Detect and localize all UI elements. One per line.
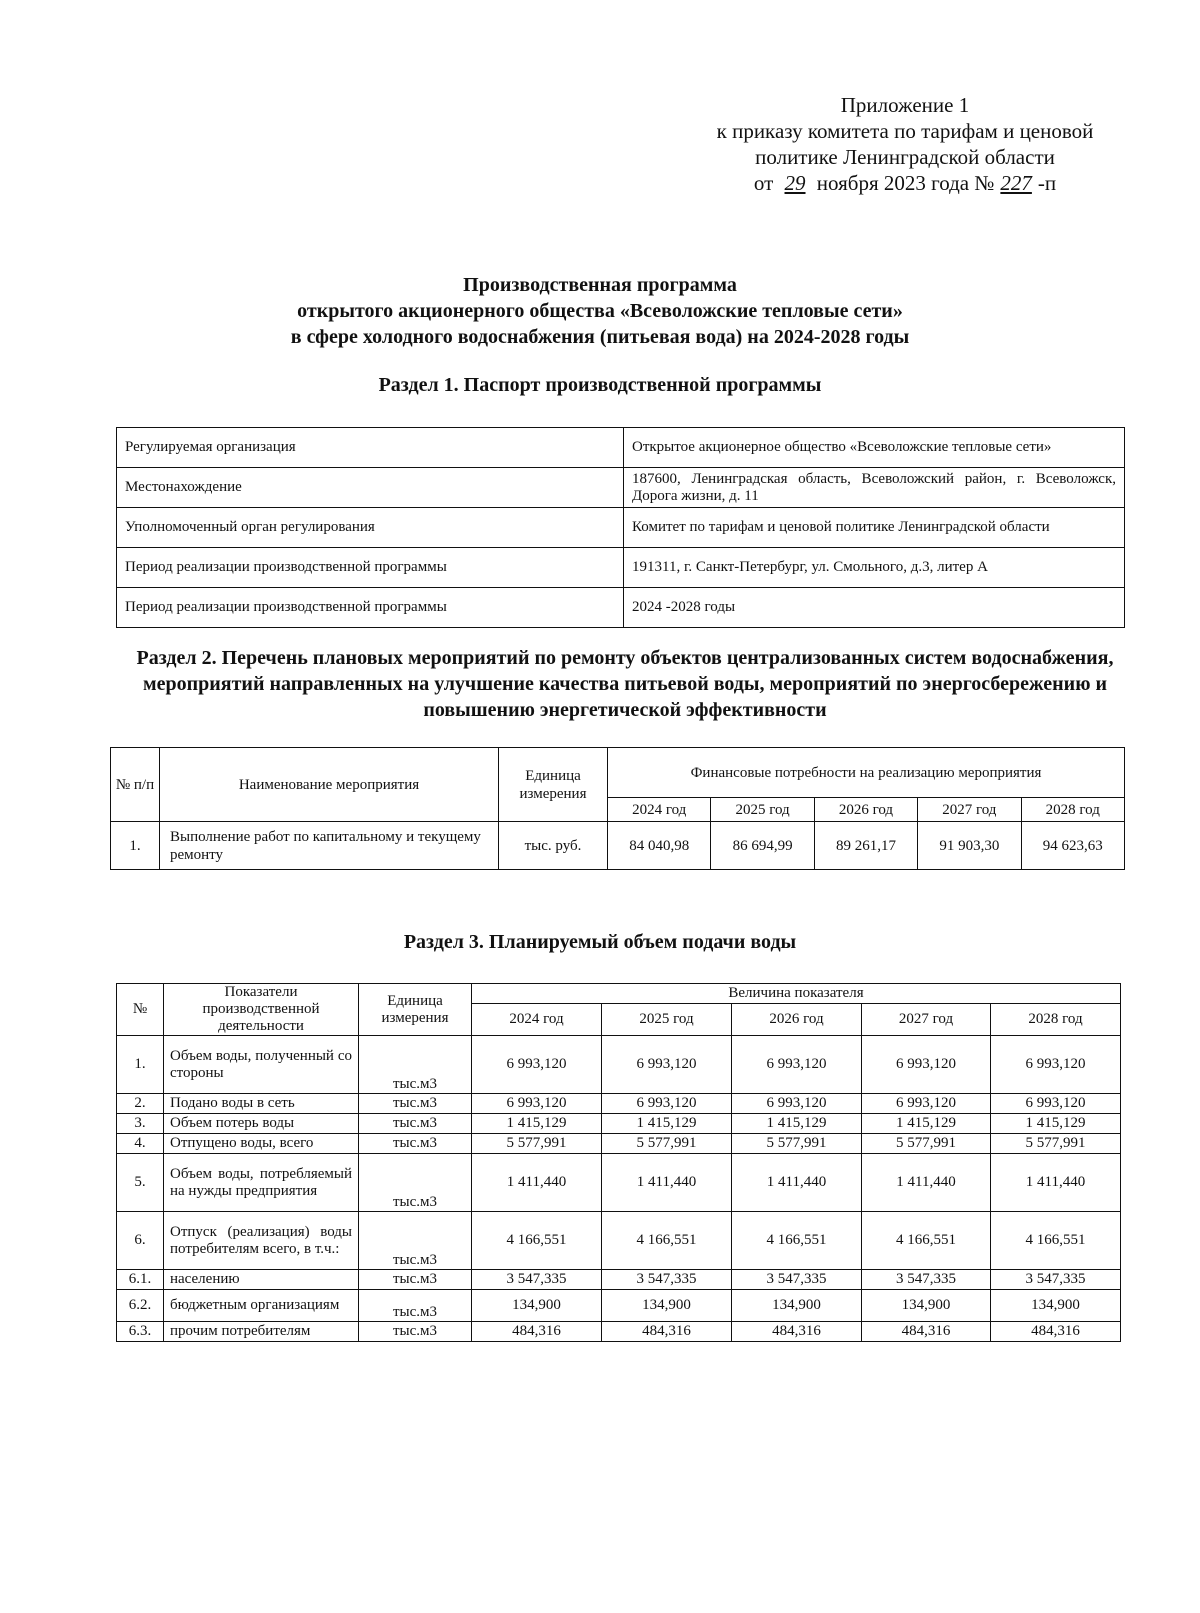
table-row: [117, 1114, 1121, 1134]
passport-table: [116, 427, 1125, 628]
row-value: 86 694,99: [711, 822, 814, 870]
row-num: 6.1.: [117, 1270, 164, 1290]
title-line: в сфере холодного водоснабжения (питьевая вода) на 2024-2028 годы: [290, 326, 910, 348]
row-name: Отпущено воды, всего: [164, 1134, 359, 1154]
header-name: Показатели производственной деятельности: [164, 984, 359, 1036]
table-row: [111, 822, 1125, 870]
table-row: [117, 428, 1125, 468]
section3-heading: Раздел 3. Планируемый объем подачи воды: [403, 931, 797, 953]
row-value: 6 993,120: [862, 1036, 991, 1094]
row-value: 484,316: [472, 1322, 602, 1342]
row-value: 134,900: [602, 1290, 732, 1322]
row-num: 3.: [117, 1114, 164, 1134]
row-value: 4 166,551: [732, 1212, 862, 1270]
passport-value: 187600, Ленинградская область, Всеволожский район, г. Всеволожск, Дорога жизни, д. 11: [624, 468, 1125, 508]
row-value: 89 261,17: [814, 822, 917, 870]
section1-heading: Раздел 1. Паспорт производственной программы: [378, 374, 822, 396]
passport-label: Регулируемая организация: [117, 428, 624, 468]
row-value: 4 166,551: [991, 1212, 1121, 1270]
header-year: 2027 год: [862, 1004, 991, 1036]
header-year: 2026 год: [732, 1004, 862, 1036]
header-finance: Финансовые потребности на реализацию мероприятия: [608, 748, 1125, 798]
table-row: [117, 468, 1125, 508]
row-num: 5.: [117, 1154, 164, 1212]
row-value: 484,316: [991, 1322, 1121, 1342]
row-value: 3 547,335: [991, 1270, 1121, 1290]
row-value: 484,316: [862, 1322, 991, 1342]
row-unit: тыс.м3: [359, 1134, 472, 1154]
row-value: 6 993,120: [472, 1094, 602, 1114]
row-value: 134,900: [991, 1290, 1121, 1322]
table-row: [117, 588, 1125, 628]
header-year: 2027 год: [918, 798, 1021, 822]
appendix-date-line: от 29 ноября 2023 года № 227 -п: [753, 171, 1057, 195]
row-value: 1 415,129: [862, 1114, 991, 1134]
row-value: 84 040,98: [608, 822, 711, 870]
table-row: [117, 1036, 1121, 1094]
row-value: 5 577,991: [862, 1134, 991, 1154]
row-unit: тыс.м3: [359, 1290, 472, 1322]
handwritten-day: 29: [784, 171, 806, 195]
table-row: [117, 1154, 1121, 1212]
row-unit: тыс.м3: [359, 1212, 472, 1270]
row-value: 4 166,551: [862, 1212, 991, 1270]
row-value: 91 903,30: [918, 822, 1021, 870]
row-value: 1 411,440: [991, 1154, 1121, 1212]
row-name: бюджетным организациям: [164, 1290, 359, 1322]
row-value: 4 166,551: [602, 1212, 732, 1270]
header-value-group: Величина показателя: [472, 984, 1121, 1004]
row-num: 6.3.: [117, 1322, 164, 1342]
row-value: 5 577,991: [602, 1134, 732, 1154]
row-unit: тыс.м3: [359, 1036, 472, 1094]
passport-label: Уполномоченный орган регулирования: [117, 508, 624, 548]
header-year: 2028 год: [991, 1004, 1121, 1036]
header-year: 2028 год: [1021, 798, 1125, 822]
passport-label: Местонахождение: [117, 468, 624, 508]
row-num: 4.: [117, 1134, 164, 1154]
passport-label: Период реализации производственной программы: [117, 588, 624, 628]
row-value: 1 411,440: [602, 1154, 732, 1212]
row-value: 134,900: [732, 1290, 862, 1322]
row-value: 5 577,991: [991, 1134, 1121, 1154]
table-row: [117, 1134, 1121, 1154]
header-unit: Единица измерения: [499, 748, 608, 822]
row-value: 5 577,991: [732, 1134, 862, 1154]
row-value: 5 577,991: [472, 1134, 602, 1154]
section2-heading: Раздел 2. Перечень плановых мероприятий по ремонту объектов централизованных систем водоснабжения, мероприятий направленных на улучшение качества питьевой воды, мероприятий по энергосбережению и повышению энергетической эффективности: [136, 647, 1114, 721]
row-num: 2.: [117, 1094, 164, 1114]
row-value: 1 415,129: [602, 1114, 732, 1134]
header-year: 2025 год: [602, 1004, 732, 1036]
row-value: 6 993,120: [862, 1094, 991, 1114]
row-value: 6 993,120: [991, 1036, 1121, 1094]
passport-value: Открытое акционерное общество «Всеволожские тепловые сети»: [624, 428, 1125, 468]
header-year: 2024 год: [608, 798, 711, 822]
row-value: 484,316: [732, 1322, 862, 1342]
row-unit: тыс.м3: [359, 1154, 472, 1212]
row-name: населению: [164, 1270, 359, 1290]
table-row: [117, 1322, 1121, 1342]
activities-table: [110, 747, 1125, 870]
row-value: 1 415,129: [732, 1114, 862, 1134]
passport-label: Период реализации производственной программы: [117, 548, 624, 588]
row-unit: тыс.м3: [359, 1094, 472, 1114]
row-unit: тыс.м3: [359, 1114, 472, 1134]
row-value: 94 623,63: [1021, 822, 1125, 870]
row-name: прочим потребителям: [164, 1322, 359, 1342]
header-year: 2026 год: [814, 798, 917, 822]
header-num: № п/п: [111, 748, 160, 822]
row-num: 6.2.: [117, 1290, 164, 1322]
appendix-line: к приказу комитета по тарифам и ценовой: [716, 119, 1094, 143]
row-value: 3 547,335: [602, 1270, 732, 1290]
row-value: 3 547,335: [472, 1270, 602, 1290]
row-unit: тыс.м3: [359, 1270, 472, 1290]
water-supply-table: [116, 983, 1121, 1342]
header-num: №: [117, 984, 164, 1036]
row-unit: тыс.м3: [359, 1322, 472, 1342]
row-value: 1 411,440: [472, 1154, 602, 1212]
row-name: Отпуск (реализация) воды потребителям всего, в т.ч.:: [164, 1212, 359, 1270]
row-name: Объем потерь воды: [164, 1114, 359, 1134]
row-unit: тыс. руб.: [499, 822, 608, 870]
row-value: 3 547,335: [862, 1270, 991, 1290]
table-header-row: [111, 748, 1125, 798]
table-row: [117, 1290, 1121, 1322]
row-value: 484,316: [602, 1322, 732, 1342]
handwritten-order-number: 227: [1000, 171, 1032, 195]
appendix-title: Приложение 1: [840, 93, 970, 117]
header-unit: Единица измерения: [359, 984, 472, 1036]
passport-value: 191311, г. Санкт-Петербург, ул. Смольного, д.3, литер А: [624, 548, 1125, 588]
row-value: 1 411,440: [862, 1154, 991, 1212]
row-num: 6.: [117, 1212, 164, 1270]
row-value: 134,900: [862, 1290, 991, 1322]
table-row: [117, 548, 1125, 588]
table-row: [117, 1212, 1121, 1270]
title-line: Производственная программа: [463, 274, 737, 296]
row-num: 1.: [111, 822, 160, 870]
row-value: 6 993,120: [732, 1094, 862, 1114]
passport-value: 2024 -2028 годы: [624, 588, 1125, 628]
appendix-header: [670, 92, 1140, 196]
header-year: 2025 год: [711, 798, 814, 822]
passport-value: Комитет по тарифам и ценовой политике Ленинградской области: [624, 508, 1125, 548]
row-value: 1 411,440: [732, 1154, 862, 1212]
title-line: открытого акционерного общества «Всеволожские тепловые сети»: [297, 300, 903, 322]
row-value: 1 415,129: [472, 1114, 602, 1134]
table-row: [117, 508, 1125, 548]
row-value: 1 415,129: [991, 1114, 1121, 1134]
row-value: 6 993,120: [991, 1094, 1121, 1114]
row-value: 3 547,335: [732, 1270, 862, 1290]
row-name: Подано воды в сеть: [164, 1094, 359, 1114]
row-value: 6 993,120: [602, 1036, 732, 1094]
row-value: 6 993,120: [732, 1036, 862, 1094]
row-name: Выполнение работ по капитальному и текущему ремонту: [160, 822, 499, 870]
row-num: 1.: [117, 1036, 164, 1094]
header-year: 2024 год: [472, 1004, 602, 1036]
row-name: Объем воды, полученный со стороны: [164, 1036, 359, 1094]
appendix-line: политике Ленинградской области: [755, 145, 1055, 169]
document-title: [150, 272, 1050, 350]
row-value: 4 166,551: [472, 1212, 602, 1270]
table-row: [117, 1270, 1121, 1290]
table-header-row: [117, 984, 1121, 1004]
row-name: Объем воды, потребляемый на нужды предприятия: [164, 1154, 359, 1212]
table-row: [117, 1094, 1121, 1114]
row-value: 134,900: [472, 1290, 602, 1322]
header-name: Наименование мероприятия: [160, 748, 499, 822]
row-value: 6 993,120: [472, 1036, 602, 1094]
row-value: 6 993,120: [602, 1094, 732, 1114]
